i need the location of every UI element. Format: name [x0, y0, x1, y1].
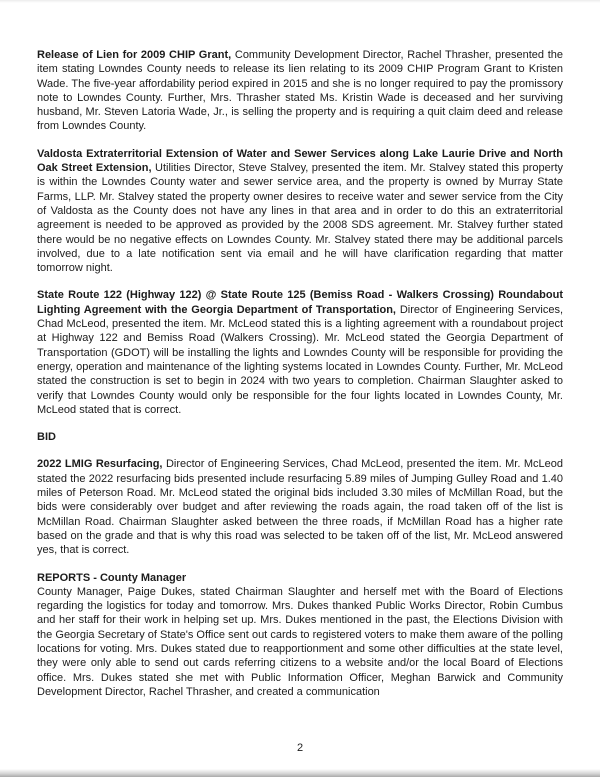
paragraph-body-text: Director of Engineering Services, Chad McLeod, presented the item. Mr. McLeod stated this is a lighting agreement with a roundabout project at Highway 122 and Bemiss Road (Walkers Crossing). Mr. McLeod stated the Georgia Department of Transportation (GDOT) will be installing the lights and Lowndes County will be responsible for providing the energy, operation and maintenance of the lighting systems located in Lowndes County. Further, Mr. McLeod stated the construction is set to begin in 2024 with two years to completion. Chairman Slaughter asked to verify that Lowndes County would only be responsible for the four lights located in Lowndes County, Mr. McLeod stated that is correct. — [37, 303, 563, 416]
paragraph-roundabout-lighting — [37, 288, 563, 417]
paragraph-body-text: Utilities Director, Steve Stalvey, presented the item. Mr. Stalvey stated this property is within the Lowndes County water and sewer service area, and the property is owned by Murray State Farms, LLP. Mr. Stalvey stated the property owner desires to receive water and sewer service from the City of Valdosta as the County does not have any lines in that area and in order to do this an extraterritorial agreement is needed to be approved as provided by the 2008 SDS agreement. Mr. Stalvey further stated there would be no negative effects on Lowndes County. Mr. Stalvey stated there may be additional parcels involved, due to a late notification sent via email and he will have clarification regarding that matter tomorrow night. — [37, 162, 563, 275]
paragraph-valdosta-water-sewer — [37, 147, 563, 276]
paragraph-body-text: Director of Engineering Services, Chad McLeod, presented the item. Mr. McLeod stated the 2022 resurfacing bids presented include resurfacing 5.89 miles of Jumping Gulley Road and 1.40 miles of Peterson Road. Mr. McLeod stated the original bids included 3.30 miles of McMillan Road, but the bids were considerably over budget and after reviewing the roads again, the road taken off of the list is McMillan Road. Chairman Slaughter asked between the three roads, if McMillan Road has a higher rate based on the grade and that is why this road was selected to be taken off of the list, Mr. McLeod answered yes, that is correct. — [37, 458, 563, 557]
paragraph-lead-bold: State Route 122 (Highway 122) @ State Route 125 (Bemiss Road - Walkers Crossing) Roundabout Lighting Agreement with the Georgia Department of Transportation, — [37, 289, 563, 316]
heading-bid: BID — [37, 431, 56, 444]
paragraph-body-text: County Manager, Paige Dukes, stated Chairman Slaughter and herself met with the Board of Elections regarding the logistics for today and tomorrow. Mrs. Dukes thanked Public Works Director, Robin Cumbus and her staff for their work in helping set up. Mrs. Dukes mentioned in the past, the Elections Division with the Georgia Secretary of State's Office sent out cards to registered voters to make them aware of the polling locations for voting. Mrs. Dukes stated due to reapportionment and some other difficulties at the state level, they were only able to send out cards referring citizens to a website and/or the local Board of Elections office. Mrs. Dukes stated she met with Public Information Officer, Meghan Barwick and Community Development Director, Rachel Thrasher, and created a communication — [37, 585, 563, 698]
paragraph-lead-bold: Valdosta Extraterritorial Extension of Water and Sewer Services along Lake Laurie Drive and North Oak Street Extension, — [37, 147, 563, 175]
paragraph-county-manager-report — [37, 585, 563, 699]
paragraph-lead-bold: Release of Lien for 2009 CHIP Grant, — [37, 49, 232, 61]
paragraph-lmig-resurfacing — [37, 457, 563, 557]
heading-reports-county-manager: REPORTS - County Manager — [37, 571, 187, 584]
paragraph-body-text: Community Development Director, Rachel Thrasher, presented the item stating Lowndes County needs to release its lien relating to its 2009 CHIP Program Grant to Kristen Wade. The five-year affordability period expired in 2015 and she is no longer required to pay the promissory note to Lowndes County. Further, Mrs. Thrasher stated Ms. Kristin Wade is deceased and her surviving husband, Mr. Steven Latoria Wade, Jr., is selling the property and is requiring a quit claim deed and release from Lowndes County. — [37, 49, 563, 133]
paragraph-chip-grant-release — [37, 48, 563, 134]
scan-edge-bottom-shadow — [0, 769, 600, 777]
paragraph-lead-bold: 2022 LMIG Resurfacing, — [37, 458, 163, 471]
page-number: 2 — [296, 742, 304, 754]
